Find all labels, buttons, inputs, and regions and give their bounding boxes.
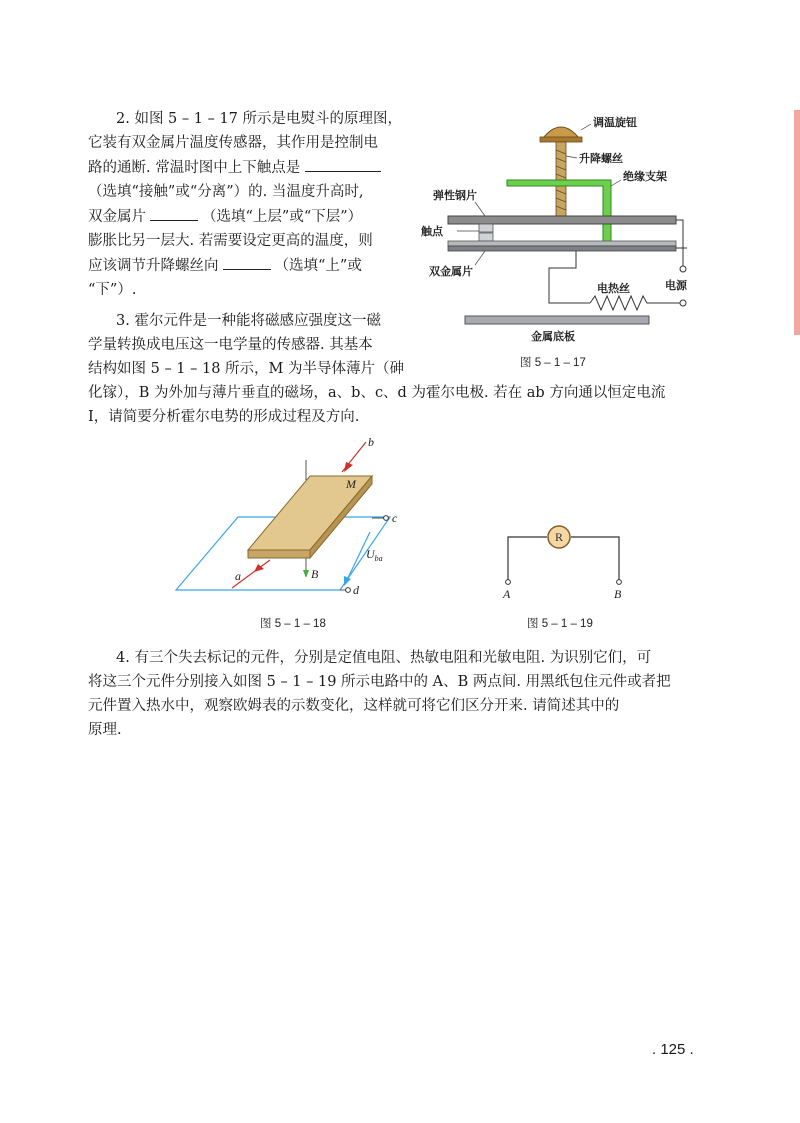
label-a: a xyxy=(235,569,241,583)
q3-line: 结构如图 5 – 1 – 18 所示，M 为半导体薄片（砷 xyxy=(88,361,405,377)
figure-caption-19: 图 5 – 1 – 19 xyxy=(527,618,593,630)
label-A: A xyxy=(503,587,511,601)
terminal-B xyxy=(617,580,622,585)
label-b-electrode: b xyxy=(368,435,374,449)
q2-line: （选填“接触”或“分离”）的. 当温度升高时, xyxy=(88,184,364,200)
figure-5-1-17 xyxy=(415,108,715,348)
q2-line xyxy=(88,155,410,180)
chapter-edge-marker xyxy=(794,110,800,335)
label-contact: 触点 xyxy=(421,225,443,238)
q4-line: 4. 有三个失去标记的元件，分别是定值电阻、热敏电阻和光敏电阻. 为识别它们，可 xyxy=(116,650,652,666)
heater-coil-icon xyxy=(590,296,680,310)
question-2 xyxy=(88,107,410,302)
electrode-c xyxy=(384,516,389,521)
question-4 xyxy=(88,646,728,742)
q2-text: 双金属片 xyxy=(88,209,146,225)
q2-line: 它装有双金属片温度传感器，其作用是控制电 xyxy=(88,135,378,151)
knob-icon xyxy=(543,127,579,138)
metal-base-icon xyxy=(465,316,649,324)
meter-label: R xyxy=(554,530,564,544)
answer-blank-direction[interactable] xyxy=(223,253,271,270)
page-number: . 125 . xyxy=(652,1041,694,1058)
q3-line: 化镓），B 为外加与薄片垂直的磁场，a、b、c、d 为霍尔电极. 若在 ab 方向通以恒定电流 xyxy=(88,385,666,401)
label-U: $U_{ba}$ xyxy=(366,547,383,563)
q2-line: 膨胀比另一层大. 若需要设定更高的温度，则 xyxy=(88,233,373,249)
label-knob: 调温旋钮 xyxy=(593,116,637,129)
label-screw: 升降螺丝 xyxy=(579,152,623,165)
terminal-A xyxy=(506,580,511,585)
q2-text: 路的通断. 常温时图中上下触点是 xyxy=(88,160,301,176)
voltage-arrow-icon xyxy=(344,576,351,586)
label-B-field: B xyxy=(311,567,319,581)
q4-line: 元件置入热水中，观察欧姆表的示数变化，这样就可将它们区分开来. 请简述其中的 xyxy=(88,698,620,714)
q4-line: 将这三个元件分别接入如图 5 – 1 – 19 所示电路中的 A、B 两点间. 用黑纸包住元件或者把 xyxy=(88,674,671,690)
label-M: M xyxy=(346,477,356,491)
power-terminal xyxy=(680,266,686,272)
b-field-arrow-icon xyxy=(303,570,309,578)
figure-caption-18: 图 5 – 1 – 18 xyxy=(260,618,326,630)
label-c: c xyxy=(392,511,398,525)
label-spring-plate: 弹性钢片 xyxy=(433,189,477,202)
q3-line: 学量转换成电压这一电学量的传感器. 其基本 xyxy=(88,337,373,353)
spring-plate-icon xyxy=(448,216,676,224)
q2-line xyxy=(88,204,410,229)
q2-line xyxy=(88,253,410,278)
power-terminal xyxy=(680,300,686,306)
answer-blank-contact[interactable] xyxy=(305,155,381,172)
label-d: d xyxy=(353,583,359,597)
q3-line: I，请简要分析霍尔电势的形成过程及方向. xyxy=(88,409,360,425)
q2-text: （选填“上”或 xyxy=(274,258,362,274)
q2-line: “下”）. xyxy=(88,282,137,298)
q3-line: 3. 霍尔元件是一种能将磁感应强度这一磁 xyxy=(116,313,381,329)
figure-caption-17: 图 5 – 1 – 17 xyxy=(520,357,586,369)
figure-5-1-19 xyxy=(495,520,635,605)
figure-5-1-18 xyxy=(170,432,410,607)
bimetal-strip-icon xyxy=(448,241,676,246)
label-power: 电源 xyxy=(665,279,687,292)
contact-icon xyxy=(479,224,493,232)
q4-line: 原理. xyxy=(88,722,122,738)
label-bimetal: 双金属片 xyxy=(429,265,473,278)
label-base: 金属底板 xyxy=(531,330,575,343)
answer-blank-layer[interactable] xyxy=(150,204,198,221)
label-insulator: 绝缘支架 xyxy=(623,170,667,183)
q2-text: 应该调节升降螺丝向 xyxy=(88,258,219,274)
q2-line: 2. 如图 5 – 1 – 17 所示是电熨斗的原理图， xyxy=(116,111,402,127)
electrode-d xyxy=(346,588,351,593)
label-heater: 电热丝 xyxy=(597,282,630,295)
q2-text: （选填“上层”或“下层”） xyxy=(202,209,363,225)
label-B: B xyxy=(614,587,622,601)
